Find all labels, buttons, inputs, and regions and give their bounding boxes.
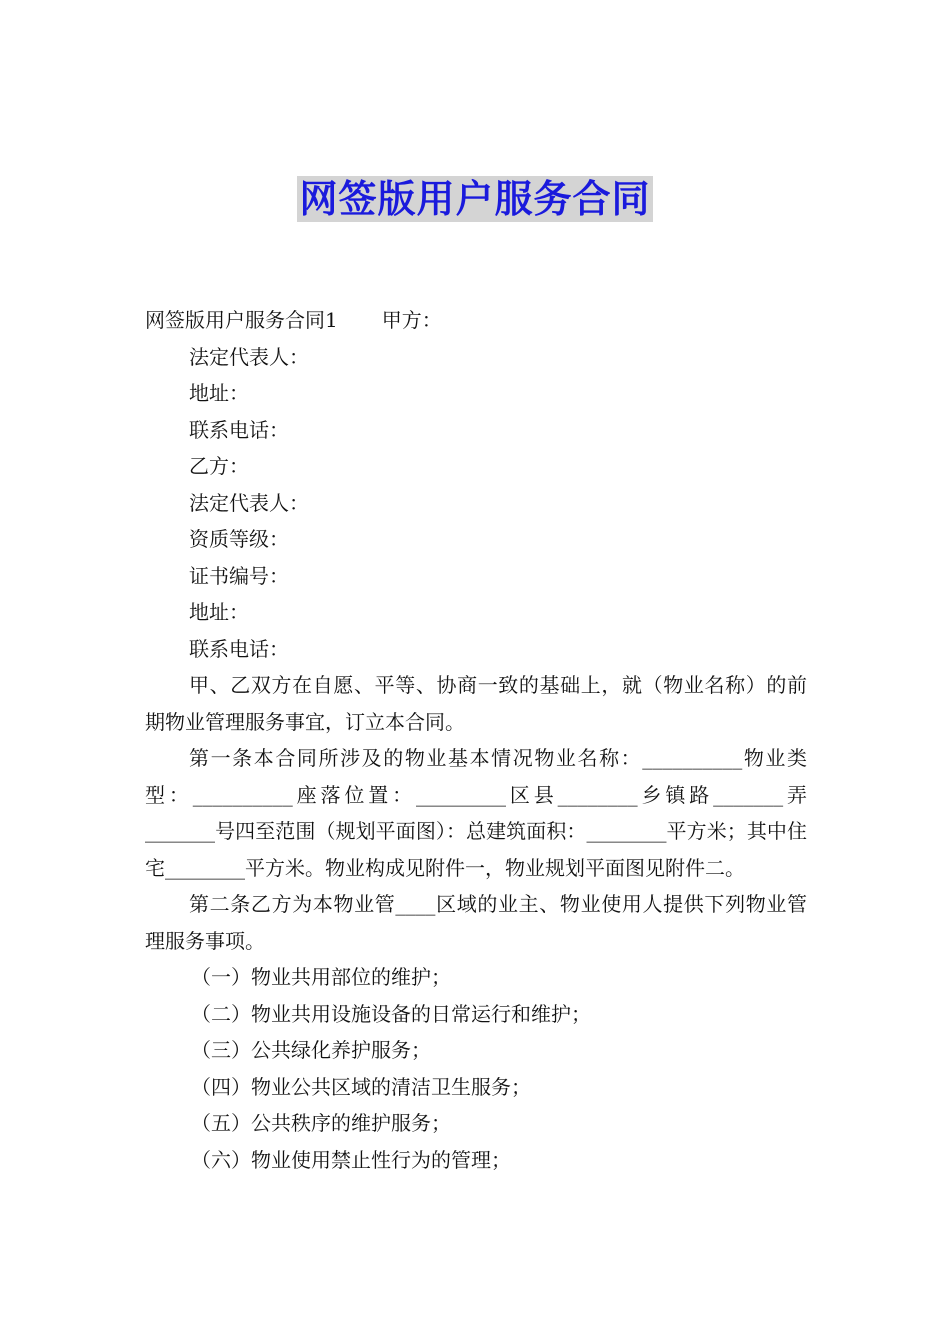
- title-block: [0, 176, 950, 222]
- paragraph-article-1: 第一条本合同所涉及的物业基本情况物业名称：__________物业类型：__________座落位置：_________区县________乡镇路_______弄_______号四至范围（规划平面图）：总建筑面积：________平方米；其中住宅________平方米。物业构成见附件一，物业规划平面图见附件二。: [145, 746, 807, 880]
- party-a-representative: 法定代表人：: [189, 344, 309, 369]
- paragraph-article-2: 第二条乙方为本物业管____区域的业主、物业使用人提供下列物业管理服务事项。: [145, 892, 807, 953]
- party-b-label: 乙方：: [189, 454, 249, 478]
- party-a-address: 地址：: [189, 381, 249, 405]
- party-a-phone: 联系电话：: [189, 417, 289, 442]
- party-b-address: 地址：: [189, 600, 249, 624]
- service-item: （六）物业使用禁止性行为的管理；: [191, 1147, 511, 1172]
- party-b-phone: 联系电话：: [189, 636, 289, 661]
- document-body: [145, 302, 807, 1178]
- contract-heading: [145, 302, 807, 339]
- service-item: （一）物业共用部位的维护；: [191, 965, 451, 989]
- party-a-label: 甲方：: [381, 308, 442, 332]
- party-b-qualification: 资质等级：: [189, 527, 289, 551]
- document-title: 网签版用户服务合同: [299, 177, 651, 221]
- service-item: （二）物业共用设施设备的日常运行和维护；: [191, 1001, 591, 1026]
- service-item: （四）物业公共区域的清洁卫生服务；: [191, 1074, 531, 1099]
- service-item: （五）公共秩序的维护服务；: [191, 1111, 451, 1135]
- paragraph-preamble: 甲、乙双方在自愿、平等、协商一致的基础上，就（物业名称）的前期物业管理服务事宜，订立本合同。: [145, 673, 807, 734]
- party-b-representative: 法定代表人：: [189, 490, 309, 515]
- service-item: （三）公共绿化养护服务；: [191, 1038, 431, 1062]
- party-b-certificate: 证书编号：: [189, 563, 289, 588]
- contract-name: 网签版用户服务合同1: [145, 308, 338, 332]
